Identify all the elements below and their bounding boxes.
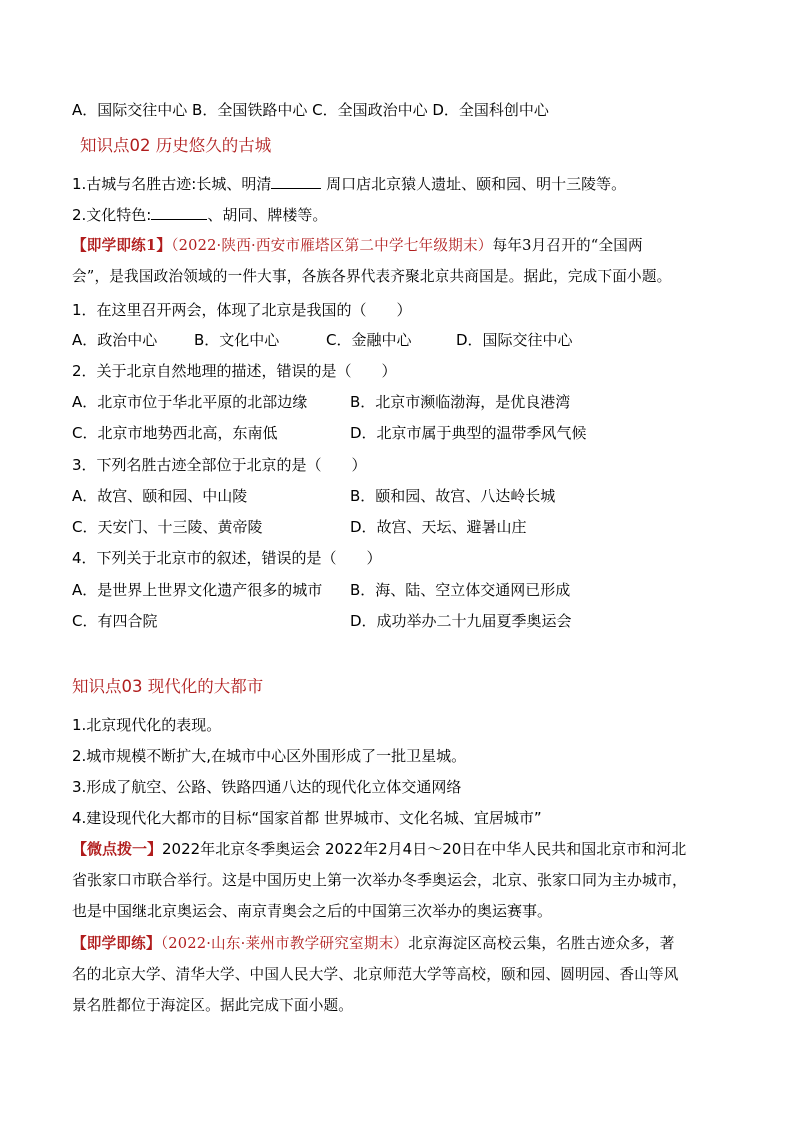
practice2-line2: 名的北京大学、清华大学、中国人民大学、北京师范大学等高校，颐和园、圆明园、香山等风 [72,966,679,983]
q4-option-b[interactable]: B．海、陆、空立体交通网已形成 [350,581,571,599]
fill-blank[interactable] [271,174,321,189]
q2-option-d[interactable]: D．北京市属于典型的温带季风气候 [350,424,587,442]
q4-option-c[interactable]: C．有四合院 [72,612,158,630]
q1-option-c[interactable]: C．金融中心 [326,331,412,349]
practice2-line3: 景名胜都位于海淀区。据此完成下面小题。 [72,997,354,1014]
question-4-stem: 4．下列关于北京市的叙述，错误的是（ ） [72,549,382,567]
kp02-item-2-post: 、胡同、牌楼等。 [207,206,328,224]
q3-option-d[interactable]: D．故宫、天坛、避暑山庄 [350,518,527,536]
practice1-line2: 会”，是我国政治领域的一件大事，各族各界代表齐聚北京共商国是。据此，完成下面小题。 [72,268,672,285]
practice2-text1: 北京海淀区高校云集，名胜古迹众多，著 [408,935,675,952]
q4-option-d[interactable]: D．成功举办二十九届夏季奥运会 [350,612,572,630]
kp03-item-1: 1.北京现代化的表现。 [72,716,222,734]
q3-option-a[interactable]: A．故宫、颐和园、中山陵 [72,487,248,505]
kp03-item-3: 3.形成了航空、公路、铁路四通八达的现代化立体交通网络 [72,778,462,796]
kp02-item-1-pre: 1.古城与名胜古迹:长城、明清 [72,175,272,193]
q2-option-b[interactable]: B．北京市濒临渤海，是优良港湾 [350,393,571,411]
q1-option-b[interactable]: B．文化中心 [194,331,280,349]
top-options: A．国际交往中心 B．全国铁路中心 C．全国政治中心 D．全国科创中心 [72,101,549,119]
q3-option-c[interactable]: C．天安门、十三陵、黄帝陵 [72,518,263,536]
practice2-line1 [72,934,675,954]
tip-text1: 2022年北京冬季奥运会 2022年2月4日～20日在中华人民共和国北京市和河北 [162,840,687,858]
kp02-item-2 [72,205,327,225]
question-2-stem: 2．关于北京自然地理的描述，错误的是（ ） [72,362,397,380]
kp03-item-4: 4.建设现代化大都市的目标“国家首都 世界城市、文化名城、宜居城市” [72,809,542,827]
tip-line2: 省张家口市联合举行。这是中国历史上第一次举办冬季奥运会，北京、张家口同为主办城市， [72,871,688,889]
q4-option-a[interactable]: A．是世界上世界文化遗产很多的城市 [72,581,323,599]
section-heading-kp03: 知识点03 现代化的大都市 [72,677,264,696]
kp03-item-2: 2.城市规模不断扩大,在城市中心区外围形成了一批卫星城。 [72,747,467,765]
practice-source: （2022·山东·莱州市教学研究室期末） [160,935,409,952]
section-heading-kp02: 知识点02 历史悠久的古城 [80,136,272,155]
practice-source: （2022·陕西·西安市雁塔区第二中学七年级期末） [171,237,493,254]
q2-option-c[interactable]: C．北京市地势西北高，东南低 [72,424,278,442]
practice1-text1: 每年3月召开的“全国两 [492,237,643,254]
practice-tag: 【即学即练】 [72,935,161,952]
fill-blank[interactable] [151,205,207,220]
q2-option-a[interactable]: A．北京市位于华北平原的北部边缘 [72,393,308,411]
kp02-item-2-pre: 2.文化特色: [72,206,152,224]
question-3-stem: 3．下列名胜古迹全部位于北京的是（ ） [72,456,367,474]
practice-tag: 【即学即练1】 [72,237,172,254]
tip-line1 [72,839,686,859]
q3-option-b[interactable]: B．颐和园、故宫、八达岭长城 [350,487,556,505]
kp02-item-1 [72,174,626,194]
question-1-stem: 1．在这里召开两会，体现了北京是我国的（ ） [72,301,412,319]
q1-option-d[interactable]: D．国际交往中心 [456,331,573,349]
tip-tag: 【微点拨一】 [72,840,163,858]
kp02-item-1-post: 周口店北京猿人遗址、颐和园、明十三陵等。 [321,175,627,193]
tip-line3: 也是中国继北京奥运会、南京青奥会之后的中国第三次举办的奥运赛事。 [72,902,553,920]
practice1-line1 [72,236,643,256]
q1-option-a[interactable]: A．政治中心 [72,331,158,349]
